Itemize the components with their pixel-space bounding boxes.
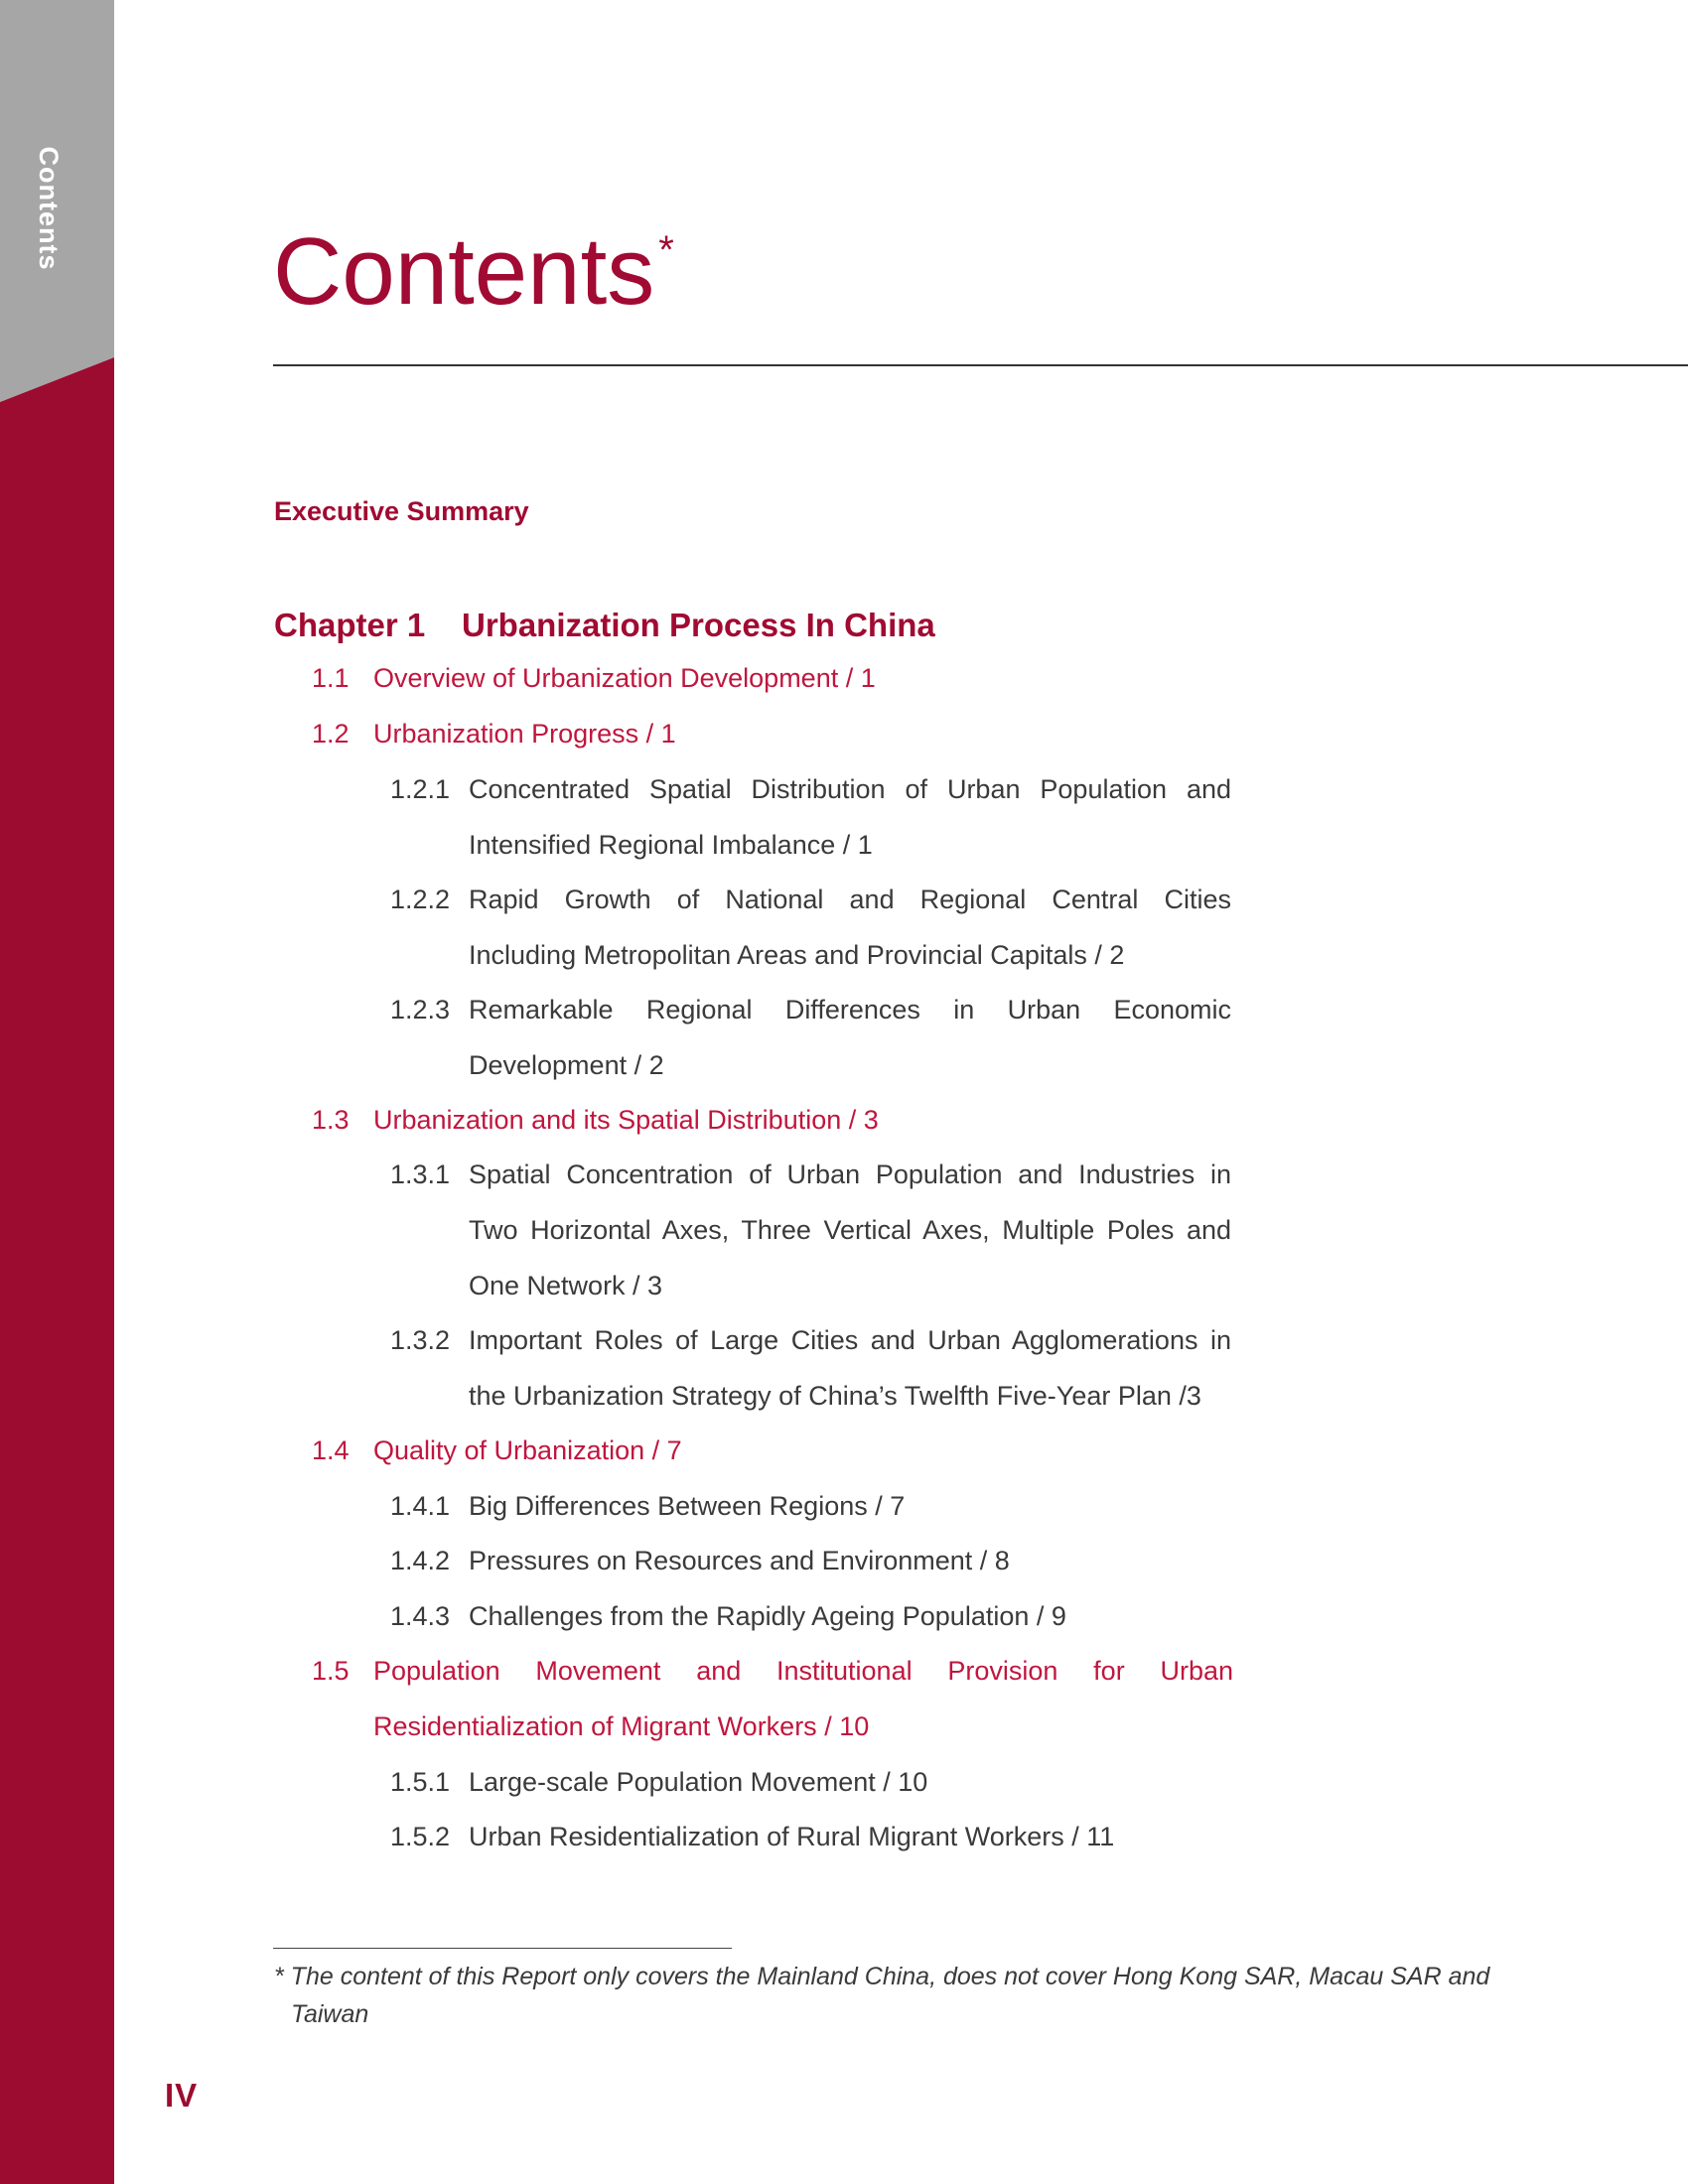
toc-subsection-1-2-1-cont[interactable]: Intensified Regional Imbalance / 1 — [469, 830, 873, 860]
subsection-number: 1.3.1 — [390, 1160, 451, 1189]
footnote-marker: * — [658, 228, 674, 272]
toc-section-1-4[interactable] — [312, 1435, 682, 1466]
toc-subsection-1-2-1[interactable] — [390, 774, 1231, 805]
chapter-title: Urbanization Process In China — [462, 607, 935, 643]
toc-section-1-5-cont[interactable]: Residentialization of Migrant Workers / 10 — [373, 1711, 870, 1741]
toc-chapter-1[interactable] — [274, 607, 935, 644]
section-title-line1: Population Movement and Institutional Provision for Urban — [373, 1656, 1233, 1686]
section-title: Urbanization Progress / 1 — [373, 719, 676, 749]
subsection-title: Pressures on Resources and Environment / 8 — [469, 1546, 1010, 1575]
section-number: 1.5 — [312, 1656, 350, 1686]
subsection-title: Urban Residentialization of Rural Migrant Workers / 11 — [469, 1822, 1115, 1851]
footnote-line2: Taiwan — [291, 2000, 369, 2028]
subsection-title: Big Differences Between Regions / 7 — [469, 1491, 906, 1521]
side-tab-label: Contents — [34, 146, 64, 271]
toc-subsection-1-5-1[interactable] — [390, 1767, 927, 1798]
section-number: 1.1 — [312, 663, 350, 693]
toc-executive-summary[interactable]: Executive Summary — [274, 496, 529, 526]
toc-subsection-1-2-3[interactable] — [390, 995, 1231, 1025]
subsection-title-line1: Spatial Concentration of Urban Population and Industries in — [469, 1160, 1231, 1189]
page-title-text: Contents — [273, 218, 655, 325]
toc-subsection-1-3-1-cont2[interactable]: One Network / 3 — [469, 1271, 663, 1300]
subsection-number: 1.5.2 — [390, 1822, 451, 1851]
subsection-number: 1.4.1 — [390, 1491, 451, 1521]
toc-subsection-1-3-2-cont[interactable]: the Urbanization Strategy of China’s Twelfth Five-Year Plan /3 — [469, 1381, 1201, 1411]
toc-section-1-5[interactable] — [312, 1656, 1233, 1687]
subsection-number: 1.5.1 — [390, 1767, 451, 1797]
subsection-title-line1: Important Roles of Large Cities and Urban Agglomerations in — [469, 1325, 1231, 1355]
subsection-number: 1.3.2 — [390, 1325, 451, 1355]
toc-subsection-1-4-1[interactable] — [390, 1491, 905, 1522]
toc-section-1-1[interactable] — [312, 663, 876, 694]
toc-section-1-3[interactable] — [312, 1105, 879, 1136]
toc-subsection-1-2-2[interactable] — [390, 885, 1231, 915]
section-title: Quality of Urbanization / 7 — [373, 1435, 682, 1465]
subsection-title: Challenges from the Rapidly Ageing Population / 9 — [469, 1601, 1066, 1631]
footnote-divider — [273, 1948, 732, 1949]
subsection-number: 1.2.2 — [390, 885, 451, 914]
toc-subsection-1-2-2-cont[interactable]: Including Metropolitan Areas and Provincial Capitals / 2 — [469, 940, 1125, 970]
section-number: 1.4 — [312, 1435, 350, 1465]
subsection-title-line1: Rapid Growth of National and Regional Central Cities — [469, 885, 1231, 914]
toc-subsection-1-3-2[interactable] — [390, 1325, 1231, 1356]
subsection-title-line2: Two Horizontal Axes, Three Vertical Axes, Multiple Poles and — [469, 1215, 1231, 1245]
toc-section-1-2[interactable] — [312, 719, 676, 750]
chapter-number: Chapter 1 — [274, 607, 426, 643]
toc-subsection-1-4-3[interactable] — [390, 1601, 1066, 1632]
section-number: 1.3 — [312, 1105, 350, 1135]
page-number: IV — [165, 2077, 199, 2114]
footnote — [274, 1958, 1545, 2033]
subsection-title: Large-scale Population Movement / 10 — [469, 1767, 928, 1797]
toc-subsection-1-3-1-cont[interactable] — [469, 1215, 1231, 1246]
subsection-number: 1.4.3 — [390, 1601, 451, 1631]
section-title: Urbanization and its Spatial Distribution / 3 — [373, 1105, 879, 1135]
toc-subsection-1-4-2[interactable] — [390, 1546, 1010, 1576]
footnote-line1: * The content of this Report only covers the Mainland China, does not cover Hong Kong SAR, Macau SAR and — [274, 1963, 1490, 1990]
toc-subsection-1-5-2[interactable] — [390, 1822, 1114, 1852]
subsection-number: 1.2.3 — [390, 995, 451, 1024]
subsection-title-line1: Concentrated Spatial Distribution of Urban Population and — [469, 774, 1231, 804]
section-title: Overview of Urbanization Development / 1 — [373, 663, 876, 693]
toc-subsection-1-3-1[interactable] — [390, 1160, 1231, 1190]
section-number: 1.2 — [312, 719, 350, 749]
subsection-number: 1.4.2 — [390, 1546, 451, 1575]
subsection-title-line1: Remarkable Regional Differences in Urban Economic — [469, 995, 1231, 1024]
toc-subsection-1-2-3-cont[interactable]: Development / 2 — [469, 1050, 664, 1080]
subsection-number: 1.2.1 — [390, 774, 451, 804]
